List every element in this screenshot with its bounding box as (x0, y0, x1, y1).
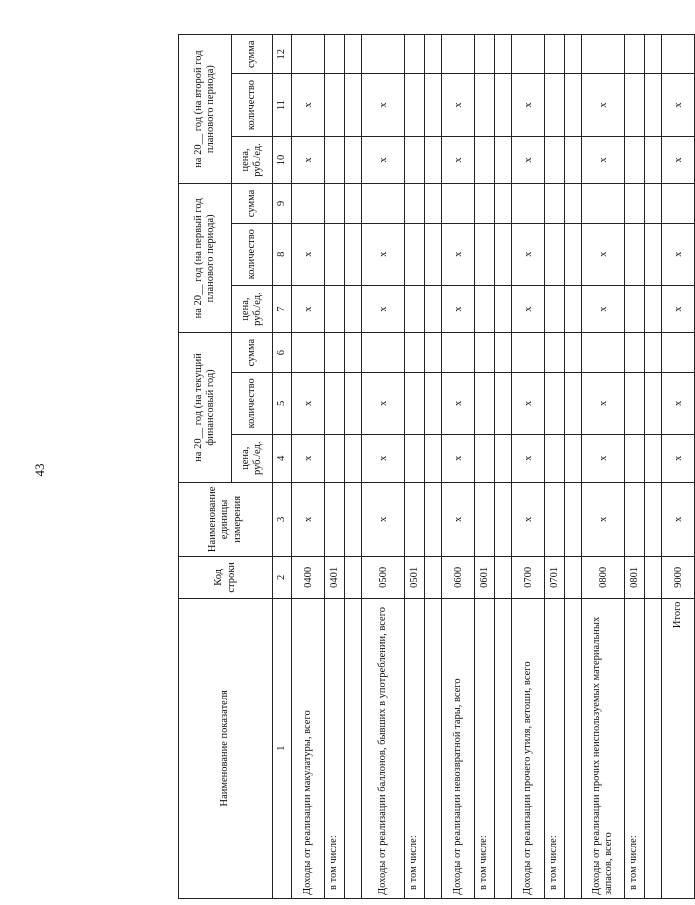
row-cell (425, 333, 442, 372)
row-cell (582, 184, 625, 223)
row-cell (625, 136, 645, 184)
row-name: в том числе: (325, 598, 345, 898)
row-cell (512, 333, 545, 372)
row-cell (565, 285, 582, 333)
row-cell: x (442, 136, 475, 184)
income-table (178, 34, 695, 899)
header-sum: сумма (232, 184, 273, 223)
row-cell: x (582, 136, 625, 184)
row-cell (625, 35, 645, 74)
column-number: 8 (273, 223, 292, 285)
row-cell (495, 285, 512, 333)
row-cell: x (662, 434, 695, 482)
row-cell (545, 35, 565, 74)
row-cell (545, 333, 565, 372)
row-cell (475, 223, 495, 285)
row-cell (405, 35, 425, 74)
row-cell (325, 223, 345, 285)
row-cell: x (362, 434, 405, 482)
row-cell (625, 223, 645, 285)
row-cell (325, 74, 345, 136)
row-cell (582, 35, 625, 74)
column-number: 4 (273, 434, 292, 482)
row-cell (425, 223, 442, 285)
row-cell (325, 136, 345, 184)
row-cell (345, 184, 362, 223)
row-cell (625, 372, 645, 434)
row-cell (405, 285, 425, 333)
column-number: 5 (273, 372, 292, 434)
blank-row (495, 35, 512, 899)
row-cell (565, 372, 582, 434)
table-row (582, 35, 625, 899)
row-cell: x (292, 74, 325, 136)
row-name: в том числе: (475, 598, 495, 898)
row-unit (645, 482, 662, 557)
row-cell (475, 35, 495, 74)
row-cell: x (582, 434, 625, 482)
row-unit (425, 482, 442, 557)
table-row (362, 35, 405, 899)
row-cell: x (662, 74, 695, 136)
row-name: Доходы от реализации макулатуры, всего (292, 598, 325, 898)
row-unit (475, 482, 495, 557)
row-code (425, 557, 442, 598)
row-name: в том числе: (405, 598, 425, 898)
row-name: Доходы от реализации прочих неиспользуемых материальных запасов, всего (582, 598, 625, 898)
row-cell (345, 223, 362, 285)
row-cell: x (442, 223, 475, 285)
blank-row (345, 35, 362, 899)
row-unit (325, 482, 345, 557)
row-code (495, 557, 512, 598)
row-unit (565, 482, 582, 557)
row-cell (475, 285, 495, 333)
row-cell (565, 35, 582, 74)
row-cell: x (442, 74, 475, 136)
row-unit (495, 482, 512, 557)
row-cell (292, 333, 325, 372)
header-sum: сумма (232, 35, 273, 74)
row-cell: x (362, 74, 405, 136)
row-cell (405, 372, 425, 434)
row-cell: x (362, 136, 405, 184)
row-cell (645, 136, 662, 184)
row-cell: x (292, 223, 325, 285)
row-cell (425, 35, 442, 74)
row-cell: x (662, 223, 695, 285)
row-code: 0800 (582, 557, 625, 598)
row-cell (512, 35, 545, 74)
row-cell: x (662, 372, 695, 434)
table-row (512, 35, 545, 899)
row-cell (645, 184, 662, 223)
row-cell (545, 285, 565, 333)
row-unit (405, 482, 425, 557)
row-cell (345, 372, 362, 434)
row-cell (362, 333, 405, 372)
column-number: 6 (273, 333, 292, 372)
row-cell (325, 434, 345, 482)
row-cell (495, 333, 512, 372)
row-cell (625, 333, 645, 372)
row-code: 0701 (545, 557, 565, 598)
row-cell (475, 184, 495, 223)
column-number: 7 (273, 285, 292, 333)
row-cell: x (662, 285, 695, 333)
row-unit: x (442, 482, 475, 557)
row-code: 0601 (475, 557, 495, 598)
row-cell: x (442, 372, 475, 434)
row-cell (495, 223, 512, 285)
row-cell (645, 223, 662, 285)
table-row (405, 35, 425, 899)
row-cell (475, 74, 495, 136)
row-code (645, 557, 662, 598)
row-cell (345, 285, 362, 333)
row-cell (405, 136, 425, 184)
row-cell: x (512, 372, 545, 434)
row-cell (345, 434, 362, 482)
rotated-table-container (178, 34, 684, 899)
row-cell (292, 184, 325, 223)
row-cell: x (512, 285, 545, 333)
row-cell: x (582, 74, 625, 136)
row-code: 0400 (292, 557, 325, 598)
row-cell (405, 434, 425, 482)
row-cell (425, 285, 442, 333)
row-code: 0600 (442, 557, 475, 598)
row-cell (645, 434, 662, 482)
row-cell (545, 372, 565, 434)
row-cell (495, 136, 512, 184)
blank-row (645, 35, 662, 899)
row-cell (545, 184, 565, 223)
table-row (545, 35, 565, 899)
row-unit: x (292, 482, 325, 557)
column-number: 12 (273, 35, 292, 74)
header-row-periods (179, 35, 232, 899)
header-quantity: количество (232, 223, 273, 285)
row-cell (495, 184, 512, 223)
row-cell (442, 35, 475, 74)
row-name: Доходы от реализации прочего утиля, ветоши, всего (512, 598, 545, 898)
row-code: 0801 (625, 557, 645, 598)
row-name: Доходы от реализации невозвратной тары, всего (442, 598, 475, 898)
header-period-first-plan: на 20__ год (на первый год планового периода) (179, 184, 232, 333)
blank-row (425, 35, 442, 899)
row-cell (545, 434, 565, 482)
row-cell (475, 136, 495, 184)
row-cell: x (442, 285, 475, 333)
column-number: 1 (273, 598, 292, 898)
row-cell (565, 434, 582, 482)
row-cell (405, 223, 425, 285)
row-cell: x (362, 372, 405, 434)
row-cell (545, 136, 565, 184)
row-cell: x (292, 285, 325, 333)
row-cell (475, 434, 495, 482)
row-cell: x (512, 434, 545, 482)
row-cell (425, 74, 442, 136)
row-unit (545, 482, 565, 557)
column-number: 2 (273, 557, 292, 598)
table-body (292, 35, 695, 899)
table-row (325, 35, 345, 899)
row-cell: x (292, 372, 325, 434)
row-cell (495, 372, 512, 434)
row-code: 0501 (405, 557, 425, 598)
row-code (345, 557, 362, 598)
row-cell (325, 285, 345, 333)
row-cell (645, 74, 662, 136)
row-cell (345, 35, 362, 74)
header-quantity: количество (232, 372, 273, 434)
row-name (495, 598, 512, 898)
row-cell: x (362, 285, 405, 333)
row-code: 9000 (662, 557, 695, 598)
row-cell (662, 184, 695, 223)
header-price: цена, руб./ед. (232, 285, 273, 333)
row-cell (625, 434, 645, 482)
row-code: 0500 (362, 557, 405, 598)
row-cell (425, 434, 442, 482)
row-cell (662, 35, 695, 74)
header-price: цена, руб./ед. (232, 136, 273, 184)
row-cell (325, 372, 345, 434)
row-cell (495, 74, 512, 136)
row-cell: x (442, 434, 475, 482)
row-cell: x (292, 434, 325, 482)
row-unit: x (362, 482, 405, 557)
row-cell (645, 285, 662, 333)
column-number: 10 (273, 136, 292, 184)
row-cell (545, 74, 565, 136)
row-unit (345, 482, 362, 557)
row-name (645, 598, 662, 898)
row-cell: x (512, 74, 545, 136)
row-cell (425, 372, 442, 434)
row-cell: x (512, 223, 545, 285)
row-cell (565, 223, 582, 285)
row-cell: x (292, 136, 325, 184)
row-cell (362, 35, 405, 74)
row-unit: x (582, 482, 625, 557)
row-name: Доходы от реализации баллонов, бывших в употреблении, всего (362, 598, 405, 898)
row-cell (625, 285, 645, 333)
blank-row (565, 35, 582, 899)
row-cell (662, 333, 695, 372)
row-cell: x (512, 136, 545, 184)
row-cell (565, 136, 582, 184)
row-name (425, 598, 442, 898)
row-cell (325, 184, 345, 223)
row-cell (345, 333, 362, 372)
row-cell (565, 333, 582, 372)
row-cell (442, 184, 475, 223)
row-cell (512, 184, 545, 223)
row-cell (582, 333, 625, 372)
row-code: 0401 (325, 557, 345, 598)
row-cell (565, 184, 582, 223)
row-cell (345, 136, 362, 184)
row-cell (625, 184, 645, 223)
row-cell (442, 333, 475, 372)
row-cell (645, 333, 662, 372)
row-cell (645, 372, 662, 434)
row-cell (345, 74, 362, 136)
row-cell: x (582, 223, 625, 285)
row-cell (292, 35, 325, 74)
header-period-second-plan: на 20__ год (на второй год планового периода) (179, 35, 232, 184)
header-row-code: Код строки (179, 557, 273, 598)
row-cell (325, 333, 345, 372)
row-cell (545, 223, 565, 285)
header-indicator-name: Наименование показателя (179, 598, 273, 898)
row-cell: x (362, 223, 405, 285)
row-name: в том числе: (545, 598, 565, 898)
row-cell (495, 35, 512, 74)
row-cell: x (662, 136, 695, 184)
header-unit-name: Наименование единицы измерения (179, 482, 273, 557)
row-unit (625, 482, 645, 557)
header-price: цена, руб./ед. (232, 434, 273, 482)
row-cell (645, 35, 662, 74)
table-row (292, 35, 325, 899)
row-name (565, 598, 582, 898)
table-row (442, 35, 475, 899)
row-cell (425, 184, 442, 223)
row-unit: x (512, 482, 545, 557)
row-cell: x (582, 285, 625, 333)
row-name: в том числе: (625, 598, 645, 898)
row-cell (405, 333, 425, 372)
row-cell (425, 136, 442, 184)
row-code (565, 557, 582, 598)
row-unit: x (662, 482, 695, 557)
header-sum: сумма (232, 333, 273, 372)
row-name: Итого (662, 598, 695, 898)
row-cell (405, 184, 425, 223)
column-number: 11 (273, 74, 292, 136)
row-code: 0700 (512, 557, 545, 598)
row-cell (625, 74, 645, 136)
column-number: 9 (273, 184, 292, 223)
row-cell (362, 184, 405, 223)
table-row (475, 35, 495, 899)
row-name (345, 598, 362, 898)
table-row (625, 35, 645, 899)
total-row (662, 35, 695, 899)
row-cell: x (582, 372, 625, 434)
column-numbers-row (273, 35, 292, 899)
row-cell (475, 333, 495, 372)
column-number: 3 (273, 482, 292, 557)
row-cell (495, 434, 512, 482)
row-cell (475, 372, 495, 434)
row-cell (565, 74, 582, 136)
header-period-current: на 20__ год (на текущий финансовый год) (179, 333, 232, 482)
header-quantity: количество (232, 74, 273, 136)
row-cell (405, 74, 425, 136)
page-number: 43 (32, 463, 47, 477)
row-cell (325, 35, 345, 74)
